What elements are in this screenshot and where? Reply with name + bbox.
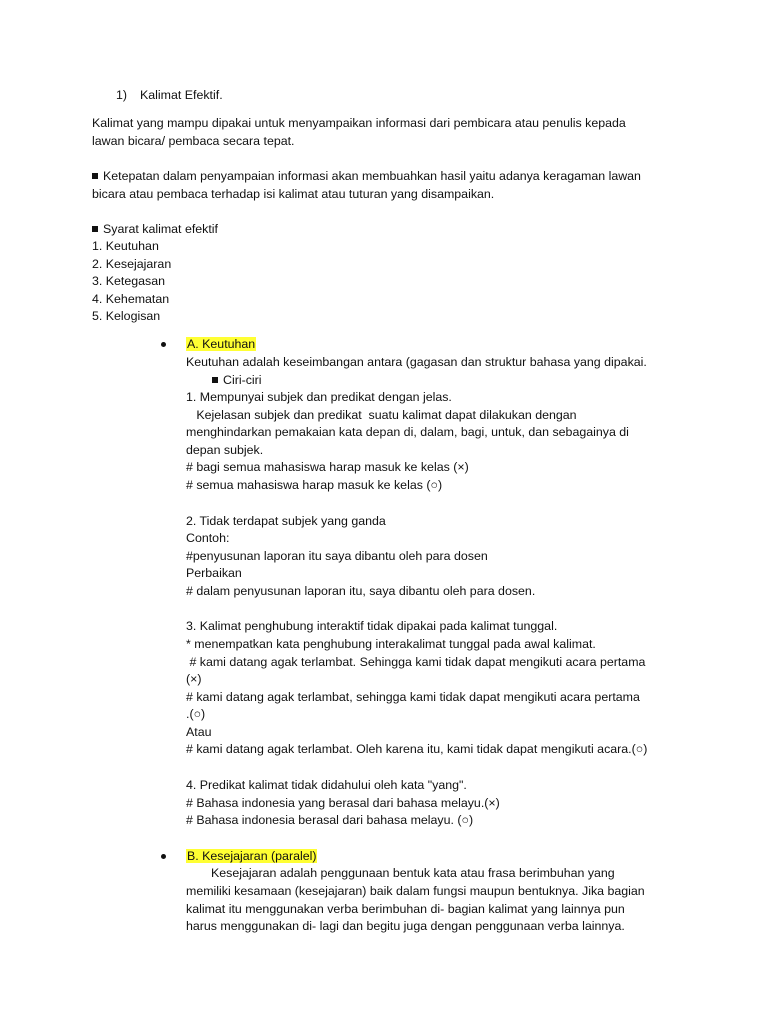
section-a-line: 3. Kalimat penghubung interaktif tidak dipakai pada kalimat tunggal.: [186, 619, 558, 633]
square-bullet-icon: [92, 226, 98, 232]
section-a-line: (×): [186, 672, 202, 686]
section-a-line: # bagi semua mahasiswa harap masuk ke kelas (×): [186, 460, 469, 474]
section-a-line: 2. Tidak terdapat subjek yang ganda: [186, 514, 386, 528]
heading-number: 1): [116, 88, 128, 102]
section-a-line: depan subjek.: [186, 443, 264, 457]
syarat-item: 5. Kelogisan: [92, 309, 161, 323]
ciri-ciri-label: Ciri-ciri: [212, 372, 262, 389]
section-a-line: menghindarkan pemakaian kata depan di, dalam, bagi, untuk, dan sebagainya di: [186, 425, 629, 439]
section-a-line: # dalam penyusunan laporan itu, saya dibantu oleh para dosen.: [186, 584, 536, 598]
section-a-line: # kami datang agak terlambat. Oleh karena itu, kami tidak dapat mengikuti acara.(○): [186, 742, 648, 756]
syarat-title: Syarat kalimat efektif: [92, 221, 218, 238]
section-a-line: # Bahasa indonesia berasal dari bahasa melayu. (○): [186, 813, 474, 827]
section-a-line: 4. Predikat kalimat tidak didahului oleh kata "yang".: [186, 778, 467, 792]
syarat-item: 3. Ketegasan: [92, 274, 166, 288]
ketepatan-line: Ketepatan dalam penyampaian informasi akan membuahkan hasil yaitu adanya keragaman lawan: [92, 168, 641, 185]
ketepatan-line: bicara atau pembaca terhadap isi kalimat atau tuturan yang disampaikan.: [92, 187, 495, 201]
section-b-line: kalimat itu menggunakan verba berimbuhan di- bagian kalimat yang lainnya pun: [186, 902, 625, 916]
section-a-title: A. Keutuhan: [187, 337, 256, 351]
square-bullet-icon: [92, 173, 98, 179]
section-a-line: Kejelasan subjek dan predikat suatu kalimat dapat dilakukan dengan: [186, 408, 577, 422]
section-a-line: # Bahasa indonesia yang berasal dari bahasa melayu.(×): [186, 796, 500, 810]
section-a-line: Atau: [186, 725, 212, 739]
section-b-line: harus menggunakan di- lagi dan begitu juga dengan penggunaan verba lainnya.: [186, 919, 625, 933]
definition-line: Kalimat yang mampu dipakai untuk menyampaikan informasi dari pembicara atau penulis kepada: [92, 116, 626, 130]
section-a-line: * menempatkan kata penghubung interakalimat tunggal pada awal kalimat.: [186, 637, 596, 651]
section-b-line: Kesejajaran adalah penggunaan bentuk kata atau frasa berimbuhan yang: [211, 866, 615, 880]
section-a-line: Keutuhan adalah keseimbangan antara (gagasan dan struktur bahasa yang dipakai.: [186, 355, 647, 369]
bullet-icon: [161, 854, 166, 859]
section-a-line: # kami datang agak terlambat, sehingga kami tidak dapat mengikuti acara pertama: [186, 690, 640, 704]
section-a-line: # semua mahasiswa harap masuk ke kelas (○): [186, 478, 443, 492]
section-a-line: Perbaikan: [186, 566, 242, 580]
section-a-line: .(○): [186, 707, 206, 721]
square-bullet-icon: [212, 377, 218, 383]
heading-title: Kalimat Efektif.: [140, 88, 223, 102]
syarat-item: 2. Kesejajaran: [92, 257, 172, 271]
syarat-item: 4. Kehematan: [92, 292, 170, 306]
section-b-line: memiliki kesamaan (kesejajaran) baik dalam fungsi maupun bentuknya. Jika bagian: [186, 884, 645, 898]
section-a-line: #penyusunan laporan itu saya dibantu oleh para dosen: [186, 549, 488, 563]
section-a-line: 1. Mempunyai subjek dan predikat dengan jelas.: [186, 390, 452, 404]
bullet-icon: [161, 342, 166, 347]
section-a-line: # kami datang agak terlambat. Sehingga kami tidak dapat mengikuti acara pertama: [186, 655, 646, 669]
section-b-title: B. Kesejajaran (paralel): [187, 849, 317, 863]
syarat-item: 1. Keutuhan: [92, 239, 159, 253]
section-a-line: Contoh:: [186, 531, 230, 545]
definition-line: lawan bicara/ pembaca secara tepat.: [92, 134, 295, 148]
